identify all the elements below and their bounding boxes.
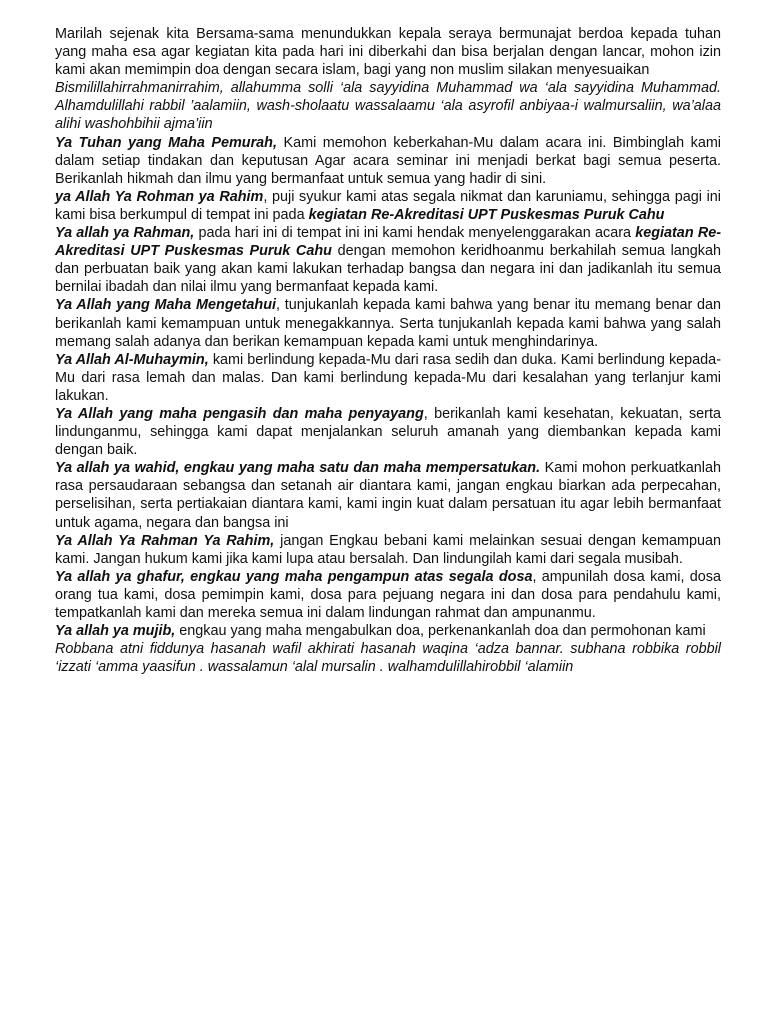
invocation-heading: Ya Allah Al-Muhaymin, (55, 351, 209, 368)
invocation-heading: Ya Allah yang Maha Mengetahui (55, 297, 276, 314)
paragraph-prayer-2 (55, 188, 721, 224)
paragraph-prayer-1 (55, 134, 721, 188)
prayer-text: jangan Engkau bebani kami melainkan sesuai dengan kemampuan kami. Jangan hukum kami jika kami lupa atau bersalah. Dan lindungilah kami dari segala musibah. (55, 532, 722, 567)
prayer-text: , tunjukanlah kepada kami bahwa yang benar itu memang benar dan berikanlah kami kemampuan untuk menegakkannya. Serta tunjukanlah kepada kami bahwa yang salah memang salah adanya dan berikan kemampuan kepada kami untuk menghindarinya. (55, 297, 722, 350)
paragraph-prayer-5 (55, 351, 721, 405)
opening-prayer-text: Bismilillahirrahmanirrahim, allahumma solli ‘ala sayyidina Muhammad wa ‘ala sayyidina Muhammad. Alhamdulillahi rabbil ’aalamiin, wash-sholaatu wassalaamu ‘ala asyrofil anbiyaa-i walmursaliin, wa’alaa alihi washohbihii ajma’iin (55, 80, 721, 133)
paragraph-opening-prayer (55, 79, 721, 133)
invocation-heading: Ya Allah yang maha pengasih dan maha penyayang (55, 405, 424, 422)
prayer-text: , puji syukur kami atas segala nikmat dan karuniamu, sehingga pagi ini kami bisa berkumpul di tempat ini pada (55, 188, 721, 223)
paragraph-prayer-7 (55, 459, 721, 531)
paragraph-prayer-6 (55, 405, 721, 459)
prayer-text: pada hari ini di tempat ini ini kami hendak menyelenggarakan acara (194, 225, 636, 242)
prayer-text: , berikanlah kami kesehatan, kekuatan, serta lindunganmu, sehingga kami dapat menjalankan seluruh amanah yang diembankan kepada kami dengan baik. (55, 405, 721, 459)
invocation-heading: Ya Allah Ya Rahman Ya Rahim, (55, 532, 275, 549)
prayer-text: Kami memohon keberkahan-Mu dalam acara ini. Bimbinglah kami dalam setiap tindakan dan keputusan Agar acara seminar ini menjadi berkat bagi semua peserta. Berikanlah hikmah dan ilmu yang bermanfaat untuk semua yang hadir di sini. (55, 134, 722, 187)
paragraph-prayer-4 (55, 296, 721, 350)
paragraph-closing-prayer (55, 640, 721, 676)
paragraph-prayer-3 (55, 224, 721, 296)
closing-prayer-text: Robbana atni fiddunya hasanah wafil akhirati hasanah waqina ‘adza bannar. subhana robbika robbil ‘izzati ‘amma yaasifun . wassalamun ‘alal mursalin . walhamdulillahirobbil ‘alamiin (55, 641, 721, 676)
invocation-heading: Ya allah ya ghafur, engkau yang maha pengampun atas segala dosa (55, 568, 533, 585)
prayer-text: engkau yang maha mengabulkan doa, perkenankanlah doa dan permohonan kami (175, 623, 706, 640)
paragraph-intro (55, 25, 721, 79)
intro-text: Marilah sejenak kita Bersama-sama menundukkan kepala seraya bermunajat berdoa kepada tuhan yang maha esa agar kegiatan kita pada hari ini diberkahi dan bisa berjalan dengan lancar, mohon izin kami akan memimpin doa dengan secara islam, bagi yang non muslim silakan menyesuaikan (55, 26, 721, 79)
invocation-heading: Ya allah ya wahid, engkau yang maha satu dan maha mempersatukan. (55, 460, 541, 477)
prayer-text: , ampunilah dosa kami, dosa orang tua kami, dosa pemimpin kami, dosa para pejuang negara ini dan dosa para pendahulu kami, tempatkanlah kami dan mereka semua ini dalam lindungan rahmat dan ampunanmu. (55, 568, 721, 621)
prayer-document (55, 25, 721, 676)
prayer-text: dengan memohon keridhoanmu berkahilah semua langkah dan perbuatan baik yang akan kami lakukan terhadap bangsa dan negara ini dan jadikanlah itu semua bernilai ibadah dan nilai ilmu yang bermanfaat kepada kami. (55, 243, 722, 296)
event-name: kegiatan Re-Akreditasi UPT Puskesmas Puruk Cahu (55, 225, 722, 260)
paragraph-prayer-8 (55, 532, 721, 568)
prayer-text: Kami mohon perkuatkanlah rasa persaudaraan sebangsa dan setanah air diantara kami, jangan engkau biarkan ada perpecahan, perselisihan, serta pertiakaian diantara kami, kami ingin kuat dalam persatuan itu agar lebih bermanfaat untuk agama, negara dan bangsa ini (55, 460, 722, 531)
invocation-heading: Ya allah ya Rahman, (55, 225, 195, 242)
invocation-heading: Ya Tuhan yang Maha Pemurah, (55, 134, 277, 151)
paragraph-prayer-10 (55, 622, 721, 640)
paragraph-prayer-9 (55, 568, 721, 622)
prayer-text: kami berlindung kepada-Mu dari rasa sedih dan duka. Kami berlindung kepada-Mu dari rasa lemah dan malas. Dan kami berlindung kepada-Mu dari kesalahan yang terlanjur kami lakukan. (55, 351, 721, 404)
invocation-heading: ya Allah Ya Rohman ya Rahim (55, 188, 264, 205)
invocation-heading: Ya allah ya mujib, (55, 623, 176, 640)
event-name: kegiatan Re-Akreditasi UPT Puskesmas Puruk Cahu (308, 206, 665, 223)
